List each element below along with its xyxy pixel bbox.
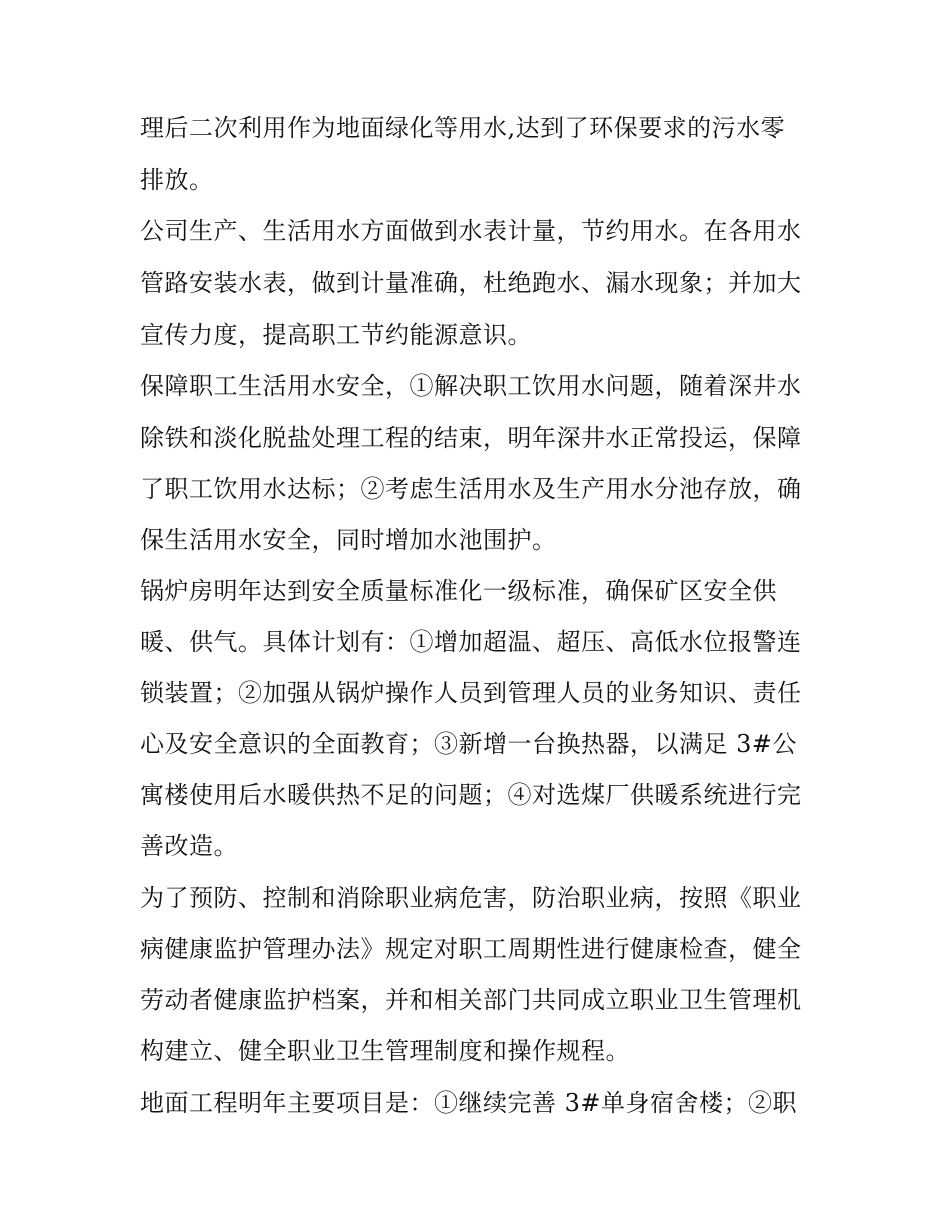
text-line: 寓楼使用后水暖供热不足的问题；④对选煤厂供暖系统进行完 bbox=[140, 781, 802, 809]
text-line: 管路安装水表，做到计量准确，杜绝跑水、漏水现象；并加大 bbox=[140, 269, 802, 297]
text-line: 为了预防、控制和消除职业病危害，防治职业病，按照《职业 bbox=[140, 884, 802, 912]
text-line: 了职工饮用水达标；②考虑生活用水及生产用水分池存放，确 bbox=[140, 475, 802, 503]
text-line: 理后二次利用作为地面绿化等用水,达到了环保要求的污水零 bbox=[140, 114, 786, 142]
text-line: 心及安全意识的全面教育；③新增一台换热器，以满足 3#公 bbox=[140, 730, 798, 758]
text-line: 宣传力度，提高职工节约能源意识。 bbox=[140, 321, 532, 349]
text-line: 排放。 bbox=[140, 166, 214, 194]
text-line: 锅炉房明年达到安全质量标准化一级标准，确保矿区安全供 bbox=[140, 577, 777, 605]
text-line: 保生活用水安全，同时增加水池围护。 bbox=[140, 526, 557, 554]
text-line: 劳动者健康监护档案，并和相关部门共同成立职业卫生管理机 bbox=[140, 986, 802, 1014]
text-line: 锁装置；②加强从锅炉操作人员到管理人员的业务知识、责任 bbox=[140, 679, 802, 707]
text-line: 暖、供气。具体计划有：①增加超温、超压、高低水位报警连 bbox=[140, 628, 802, 656]
text-line: 病健康监护管理办法》规定对职工周期性进行健康检查，健全 bbox=[140, 935, 802, 963]
text-line: 构建立、健全职业卫生管理制度和操作规程。 bbox=[140, 1037, 630, 1065]
text-line: 公司生产、生活用水方面做到水表计量，节约用水。在各用水 bbox=[140, 217, 802, 245]
text-line: 保障职工生活用水安全，①解决职工饮用水问题，随着深井水 bbox=[140, 372, 802, 400]
text-line: 地面工程明年主要项目是：①继续完善 3#单身宿舍楼；②职 bbox=[140, 1089, 798, 1117]
text-line: 善改造。 bbox=[140, 832, 238, 860]
text-line: 除铁和淡化脱盐处理工程的结束，明年深井水正常投运，保障 bbox=[140, 424, 802, 452]
